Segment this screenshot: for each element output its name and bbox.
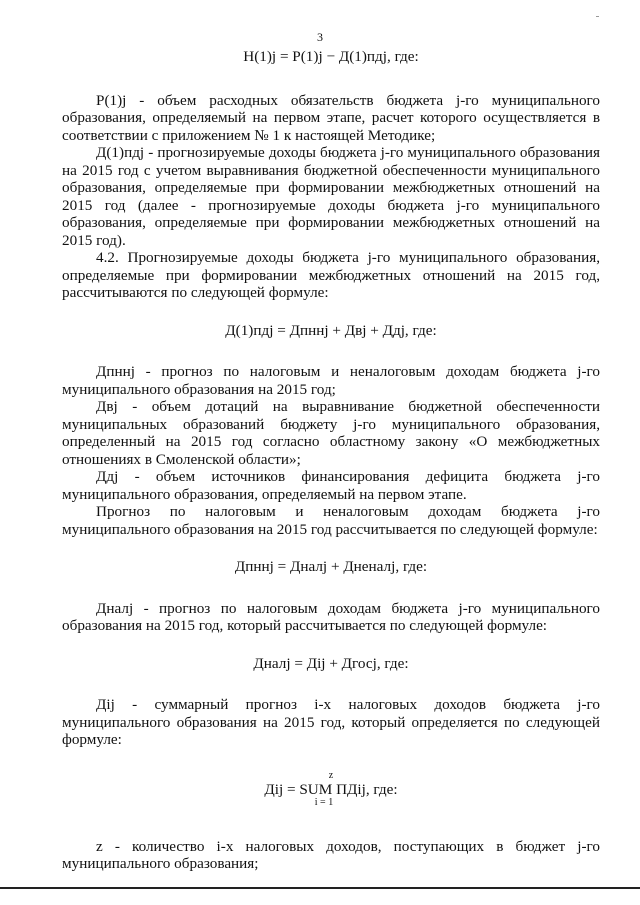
formula-N1: Н(1)j = Р(1)j − Д(1)пдj, где:	[243, 48, 419, 65]
definition-Dv: Двj - объем дотаций на выравнивание бюджетной обеспеченности муниципальных образований бюджету j-го муниципального образования, определенный на 2015 год согласно областному закону «О межбюджетных отношениях в Смоленской области»;	[62, 398, 600, 468]
sum-lower-limit: i = 1	[314, 796, 334, 808]
page-number: 3	[317, 30, 323, 44]
definition-R1: Р(1)j - объем расходных обязательств бюджета j-го муниципального образования, определяемый на первом этапе, расчет которого осуществляется в соответствии с приложением № 1 к настоящей Методике;	[62, 91, 600, 144]
scan-mark	[596, 16, 599, 17]
formula-Dpnn: Дпннj = Дналj + Дненалj, где:	[234, 558, 428, 575]
formula-Dnal: Дналj = Дij + Дгосj, где:	[253, 654, 409, 672]
formula-D1pd: Д(1)пдj = Дпннj + Двj + Ддj, где:	[225, 321, 437, 339]
sum-formula: Дij = SUM ПДij, где:	[264, 780, 398, 798]
definition-Dd: Ддj - объем источников финансирования дефицита бюджета j-го муниципального образования, определяемый на первом этапе.	[62, 468, 600, 503]
definition-Dpnn: Дпннj - прогноз по налоговым и неналоговым доходам бюджета j-го муниципального образования на 2015 год;	[62, 363, 600, 398]
paragraph-4-2: 4.2. Прогнозируемые доходы бюджета j-го муниципального образования, определяемые при формировании межбюджетных отношений на 2015 год, рассчитываются по следующей формуле:	[62, 249, 600, 301]
definition-z: z - количество i-х налоговых доходов, поступающих в бюджет j-го муниципального образования;	[62, 837, 600, 872]
definition-D1pd: Д(1)пдj - прогнозируемые доходы бюджета j-го муниципального образования на 2015 год с учетом выравнивания бюджетной обеспеченности муниципального образования, определяемые при формировании межбюджетных отношений на 2015 год (далее - прогнозируемые доходы бюджета j-го муниципального образования, определяемые при формировании межбюджетных отношений на 2015 год).	[62, 144, 600, 249]
formula-sum	[62, 771, 600, 808]
document-body	[62, 48, 600, 873]
definition-Dij: Дij - суммарный прогноз i-х налоговых доходов бюджета j-го муниципального образования на 2015 год, который определяется по следующей формуле:	[62, 696, 600, 748]
paragraph-prognoz: Прогноз по налоговым и неналоговым доходам бюджета j-го муниципального образования на 2015 год рассчитывается по следующей формуле:	[62, 503, 600, 538]
sum-upper-limit: z	[328, 769, 334, 781]
definition-Dnal: Дналj - прогноз по налоговым доходам бюджета j-го муниципального образования на 2015 год, который рассчитывается по следующей формуле:	[62, 599, 600, 634]
bottom-border-line	[0, 887, 640, 889]
